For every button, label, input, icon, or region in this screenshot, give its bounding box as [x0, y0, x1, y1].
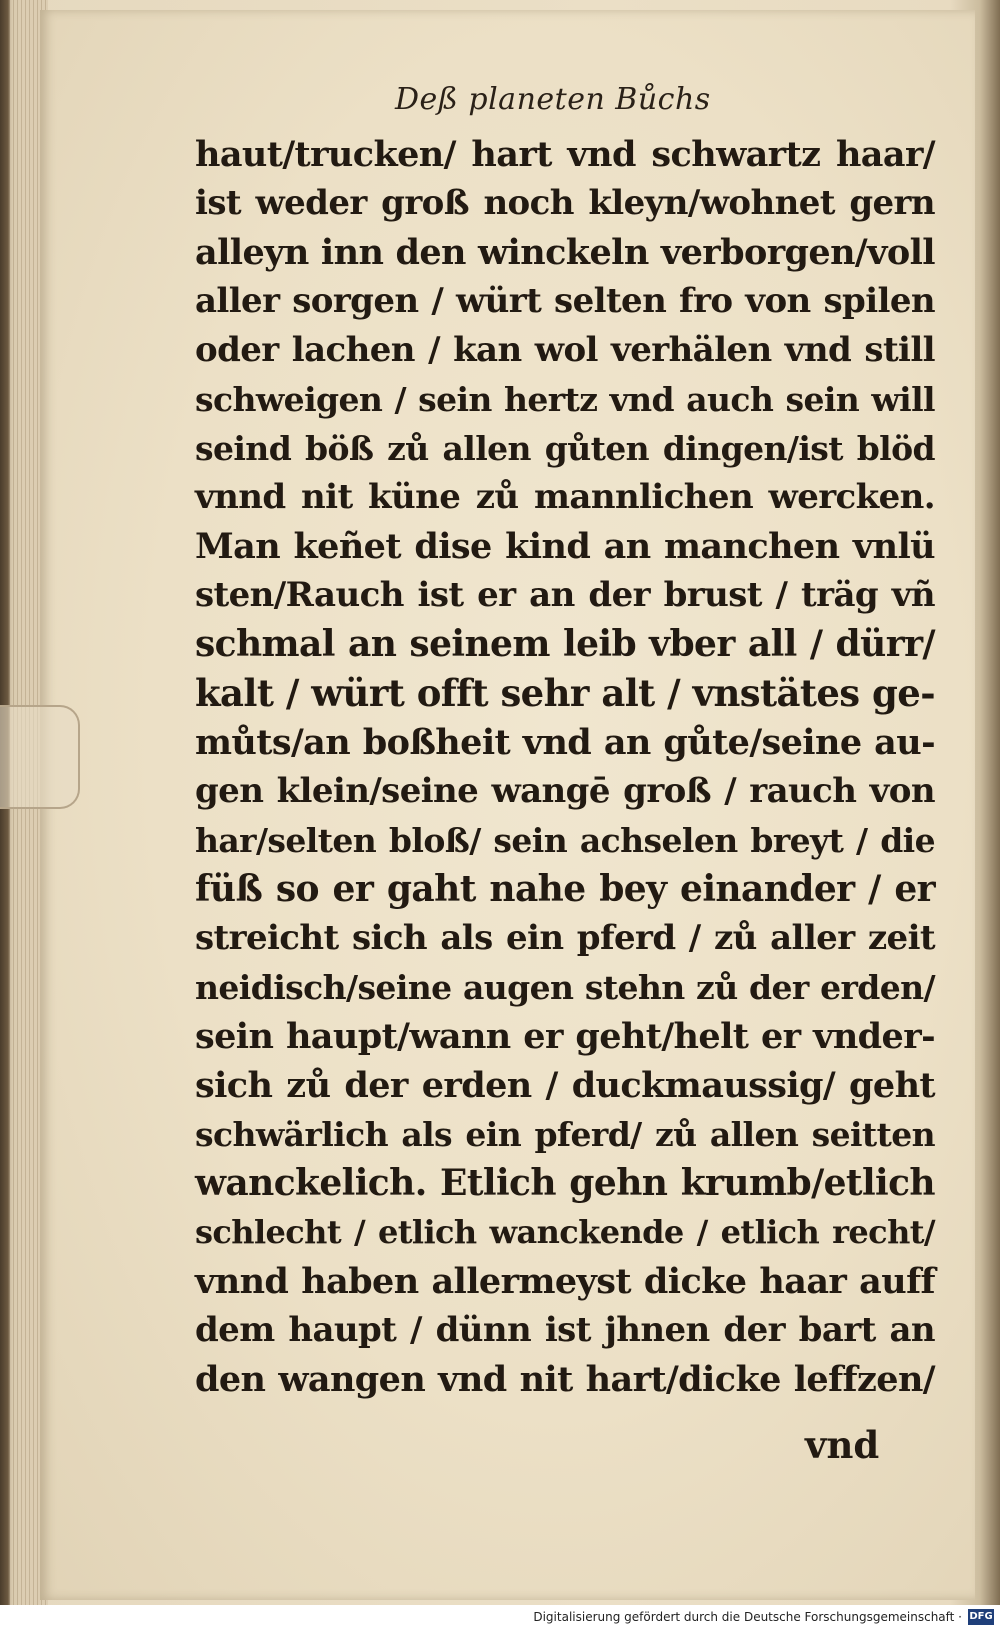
text-line: schlecht / etlich wanckende / etlich recht/	[195, 1213, 935, 1251]
text-line: ist weder groß noch kleyn/wohnet gern	[195, 183, 935, 223]
text-line: streicht sich als ein pferd / zů aller zeit	[195, 918, 935, 958]
text-line: Man keñet dise kind an manchen vnlü	[195, 526, 935, 567]
text-line: füß so er gaht nahe bey einander / er	[195, 868, 935, 910]
text-line: můts/an boßheit vnd an gůte/seine au-	[195, 722, 935, 763]
text-line: sich zů der erden / duckmaussig/ geht	[195, 1065, 935, 1106]
text-line: gen klein/seine wangē groß / rauch von	[195, 771, 935, 811]
text-line: wanckelich. Etlich gehn krumb/etlich	[195, 1162, 935, 1204]
text-line: schwärlich als ein pferd/ zů allen seitten	[195, 1115, 935, 1154]
text-line: vnnd haben allermeyst dicke haar auff	[195, 1261, 935, 1302]
page-tab-mark	[0, 705, 80, 809]
text-line: vnnd nit küne zů mannlichen wercken.	[195, 477, 935, 517]
funding-notice: Digitalisierung gefördert durch die Deutsche Forschungsgemeinschaft ·	[533, 1610, 962, 1624]
text-line: aller sorgen / würt selten fro von spilen	[195, 281, 935, 321]
text-line: har/selten bloß/ sein achselen breyt / die	[195, 821, 935, 860]
text-line: dem haupt / dünn ist jhnen der bart an	[195, 1310, 935, 1350]
dfg-logo-icon: DFG	[968, 1609, 994, 1625]
footer-bar	[0, 1605, 1000, 1632]
text-line: kalt / würt offt sehr alt / vnstätes ge-	[195, 671, 935, 715]
text-line: alleyn inn den winckeln verborgen/voll	[195, 232, 935, 273]
text-line: seind böß zů allen gůten dingen/ist blöd	[195, 429, 935, 468]
text-line: sten/Rauch ist er an der brust / träg vñ	[195, 575, 935, 615]
text-line: schweigen / sein hertz vnd auch sein will	[195, 380, 935, 419]
text-line: haut/trucken/ hart vnd schwartz haar/	[195, 134, 935, 175]
text-line: schmal an seinem leib vber all / dürr/	[195, 623, 935, 665]
text-line: oder lachen / kan wol verhälen vnd still	[195, 330, 935, 370]
text-line: den wangen vnd nit hart/dicke leffzen/	[195, 1359, 935, 1400]
text-line: sein haupt/wann er geht/helt er vnder-	[195, 1016, 935, 1057]
text-line: neidisch/seine augen stehn zů der erden/	[195, 968, 935, 1007]
text-block	[195, 130, 935, 1404]
running-head: Deß planeten Bůchs	[395, 82, 711, 117]
catchword: vnd	[805, 1423, 880, 1467]
